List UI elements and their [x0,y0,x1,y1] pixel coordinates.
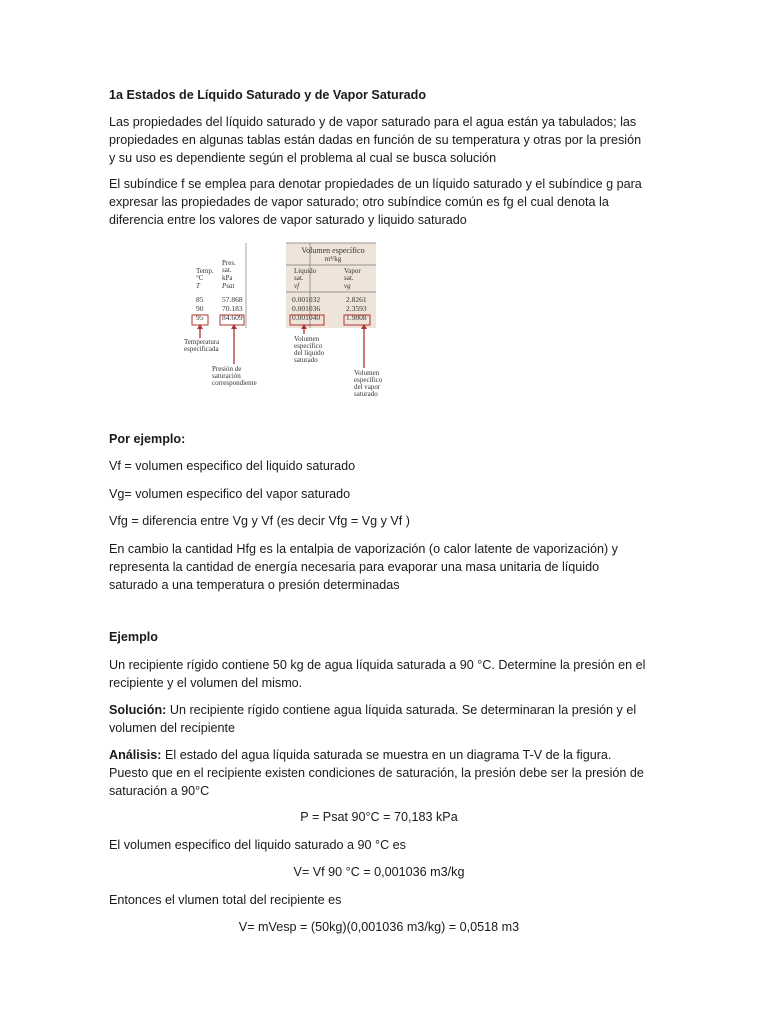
header-group-label: Volumen específico [301,246,365,255]
col-temp-3: T [196,282,200,290]
ann-liq-2: específico [294,342,323,350]
example-heading: Por ejemplo: [109,432,186,446]
row-3-temp: 95 [196,313,204,322]
solution-paragraph [109,701,649,737]
solution-text: Un recipiente rígido contiene agua líquida saturada. Se determinaran la presión y el volumen del recipiente [109,703,637,735]
ann-liq-3: del líquido [294,349,325,357]
specific-volume-line: El volumen especifico del liquido saturado a 90 °C es [109,838,406,852]
ann-liq-1: Volumen [294,335,320,343]
problem-statement: Un recipiente rígido contiene 50 kg de agua líquida saturada a 90 °C. Determine la presión en el recipiente y el volumen del mismo. [109,658,646,690]
col-vap-3: vg [344,282,351,290]
row-1-temp: 85 [196,295,204,304]
col-pres-1: Pres. [222,259,236,267]
col-pres-2: sat. [222,266,232,274]
row-2-pres: 70.183 [222,304,243,313]
hfg-paragraph: En cambio la cantidad Hfg es la entalpia de vaporización (o calor latente de vaporización) y representa la cantidad de energía necesaria para evaporar una masa unitaria de líquido saturado a una temperatura o presión determinadas [109,542,618,592]
equation-total-volume: V= mVesp = (50kg)(0,001036 m3/kg) = 0,0518 m3 [238,920,520,934]
ann-temp-2: especificada [184,345,219,353]
ann-vap-4: saturado [354,390,378,398]
col-vap-1: Vapor [344,267,361,275]
analysis-label: Análisis: [109,748,162,762]
row-3-vg: 1.9808 [346,313,367,322]
col-vap-2: sat. [344,274,354,282]
col-temp-2: °C [196,274,204,282]
intro-paragraph: Las propiedades del líquido saturado y de vapor saturado para el agua están ya tabulados; las propiedades en algunas tablas están dadas en función de su temperatura y otras por la presión y su uso es dependiente según el problema al cual se busca solución [109,115,642,165]
ann-vap-2: específico [354,376,383,384]
total-volume-line: Entonces el vlumen total del recipiente es [109,893,342,907]
subscript-paragraph: El subíndice f se emplea para denotar propiedades de un líquido saturado y el subíndice g para expresar las propiedades de vapor saturado; otro subíndice común es fg el cual denota la diferencia entre los valores de vapor saturado y liquido saturado [109,177,642,227]
analysis-paragraph [109,746,649,800]
section-title: 1a Estados de Líquido Saturado y de Vapor Saturado [109,88,427,102]
row-2-temp: 90 [196,304,204,313]
equation-pressure: P = Psat 90°C = 70,183 kPa [300,810,458,824]
row-2-vg: 2.3593 [346,304,367,313]
equation-specific-volume: V= Vf 90 °C = 0,001036 m3/kg [293,865,465,879]
solution-label: Solución: [109,703,167,717]
col-temp-1: Temp. [196,267,214,275]
col-pres-4: Psat [222,282,235,290]
col-pres-3: kPa [222,274,233,282]
ann-vap-3: del vapor [354,383,381,391]
vg-definition: Vg= volumen especifico del vapor saturado [109,487,351,501]
header-units-label: m³/kg [324,255,342,263]
ann-vap-1: Volumen [354,369,380,377]
col-liq-3: vf [294,282,300,290]
col-liq-1: Líquido [294,267,317,275]
vfg-definition: Vfg = diferencia entre Vg y Vf (es decir Vfg = Vg y Vf ) [109,514,410,528]
row-1-pres: 57.868 [222,295,243,304]
ann-liq-4: saturado [294,356,318,364]
ann-pres-3: correspondiente [212,379,257,387]
row-1-vf: 0.001032 [292,295,321,304]
col-liq-2: sat. [294,274,304,282]
table-figure-svg [174,240,446,400]
row-3-pres: 84.609 [222,313,243,322]
ann-pres-1: Presión de [212,365,242,373]
analysis-text: El estado del agua líquida saturada se muestra en un diagrama T-V de la figura. Puesto que en el recipiente existen condiciones de saturación, la presión debe ser la presión de saturación a 90°C [109,748,644,798]
row-1-vg: 2.8261 [346,295,367,304]
ann-temp-1: Temperatura [184,338,220,346]
row-3-vf: 0.001040 [292,313,321,322]
ann-pres-2: saturación [212,372,241,380]
vf-definition: Vf = volumen especifico del liquido saturado [109,459,356,473]
saturation-table-figure [174,240,446,400]
row-2-vf: 0.001036 [292,304,321,313]
ejemplo-heading: Ejemplo [109,630,158,644]
